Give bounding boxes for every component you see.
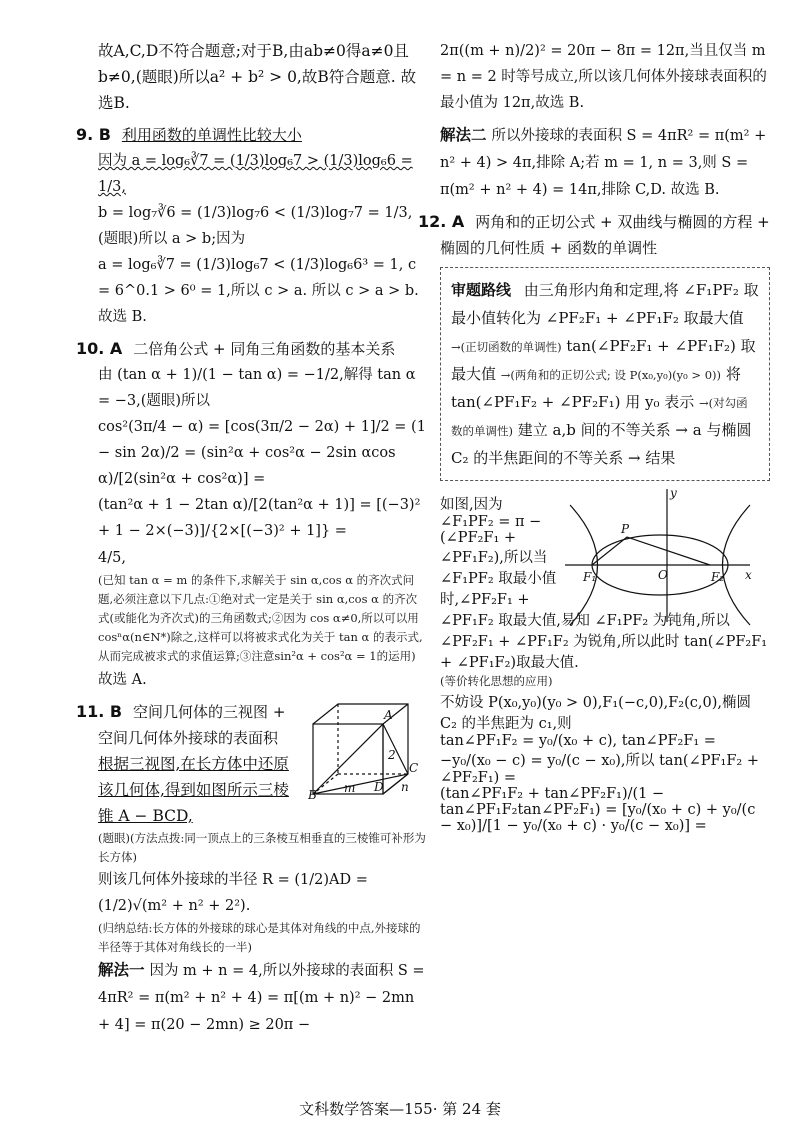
review-route-arrow-1: →(正切函数的单调性) xyxy=(451,340,562,354)
question-12-body xyxy=(440,487,770,834)
question-9-number: 9. B xyxy=(76,125,111,144)
review-route-title: 审题路线 xyxy=(451,281,512,299)
review-route-text-3: 将 tan(∠PF₁F₂ + ∠PF₂F₁) 用 y₀ 表示 xyxy=(451,365,741,411)
label-F2: F₂ xyxy=(711,570,725,584)
question-11-note2: (归纳总结:长方体的外接球的球心是其体对角线的中点,外接球的半径等于其体对角线长的一半) xyxy=(98,921,421,954)
question-12-note: (等价转化思想的应用) xyxy=(440,674,553,688)
cuboid-figure xyxy=(308,699,418,799)
label-O: O xyxy=(658,568,668,582)
question-12 xyxy=(418,209,770,261)
question-10-line3: (tan²α + 1 − 2tan α)/[2(tan²α + 1)] = [(−3)² + 1 − 2×(−3)]/{2×[(−3)² + 1]} = xyxy=(98,497,421,539)
label-D: D xyxy=(374,780,384,794)
review-route-arrow-3: →(对勾函数的单调性) xyxy=(451,396,748,438)
label-C: C xyxy=(409,761,418,775)
question-12-topic: 两角和的正切公式 + 双曲线与椭圆的方程 + 椭圆的几何性质 + 函数的单调性 xyxy=(440,213,770,257)
question-10-line4: 4/5, xyxy=(98,550,126,566)
review-route-arrow-2: →(两角和的正切公式; 设 P(x₀,y₀)(y₀ > 0)) xyxy=(500,368,722,382)
question-10-number: 10. A xyxy=(76,339,123,358)
left-column xyxy=(76,38,428,1044)
question-10-note: (已知 tan α = m 的条件下,求解关于 sin α,cos α 的齐次式问题,必须注意以下几点:①绝对式一定是关于 sin α,cos α 的齐次式(或能化为齐次式)的三角函数式;②因为 cos α≠0,所以可以用cosⁿα(n∈N*)除之,这样可以将被求式化为关于 tan α 的表示式,从而完成被求式的求值运算;③注意sin²α + cos²α = 1的运用) xyxy=(98,573,423,663)
question-10 xyxy=(76,336,428,693)
question-10-line1: 由 (tan α + 1)/(1 − tan α) = −1/2,解得 tan α = −3,(题眼)所以 xyxy=(98,367,416,409)
solution-2-text: 所以外接球的表面积 S = 4πR² = π(m² + n² + 4) > 4π,排除 A;若 m = 1, n = 3,则 S = π(m² + n² + 4) = 14π,排除 C,D. 故选 B. xyxy=(440,128,767,198)
question-9-topic: 利用函数的单调性比较大小 xyxy=(121,126,302,144)
question-9-line3: a = log₆∛7 = (1/3)log₆7 < (1/3)log₆6³ = 1, c = 6^0.1 > 6⁰ = 1,所以 c > a. 所以 c > a > b. 故选 B. xyxy=(98,257,419,325)
right-column xyxy=(418,38,770,834)
question-11-topic-2: 空间几何体外接球的表面积 xyxy=(98,729,279,747)
triangle-F1-P-F2 xyxy=(592,537,710,565)
label-F1: F₁ xyxy=(583,570,597,584)
question-11-topic-1: 空间几何体的三视图 + xyxy=(133,703,286,721)
question-11-note1: (题眼)(方法点拨:同一顶点上的三条棱互相垂直的三棱锥可补形为长方体) xyxy=(98,831,426,864)
review-route-text-1: 由三角形内角和定理,将 ∠F₁PF₂ 取最小值转化为 ∠PF₂F₁ + ∠PF₁F₂ 取最大值 xyxy=(451,281,759,327)
question-9-line1: 因为 a = log₆∛7 = (1/3)log₆7 > (1/3)log₆6 = 1/3, xyxy=(98,153,413,195)
label-m: m xyxy=(344,781,356,795)
question-11-number: 11. B xyxy=(76,702,123,721)
review-route-text-4: 建立 a,b 间的不等关系 → a 与椭圆 C₂ 的半焦距间的不等关系 → 结果 xyxy=(451,421,752,467)
label-x: x xyxy=(745,568,752,582)
question-9-line2: b = log₇∛6 = (1/3)log₇6 < (1/3)log₇7 = 1/3,(题眼)所以 a > b;因为 xyxy=(98,205,413,247)
edge-BC xyxy=(313,774,408,794)
ellipse-hyperbola-figure xyxy=(565,487,755,627)
page-footer: 文科数学答案—155· 第 24 套 xyxy=(299,1100,501,1118)
question-10-line2: cos²(3π/4 − α) = [cos(3π/2 − 2α) + 1]/2 = (1 − sin 2α)/2 = (sin²α + cos²α − 2sin αcos α)/[2(sin²α + cos²α)] = xyxy=(98,419,426,487)
left-intro-paragraph: 故A,C,D不符合题意;对于B,由ab≠0得a≠0且b≠0,(题眼)所以a² + b² > 0,故B符合题意. 故选B. xyxy=(98,42,417,112)
question-12-number: 12. A xyxy=(418,212,465,231)
question-12-line2: ∠PF₁F₂ 取最大值,易知 ∠F₁PF₂ 为钝角,所以 ∠PF₂F₁ + ∠PF₁F₂ 为锐角,所以此时 tan(∠PF₂F₁ + ∠PF₁F₂)取最大值. xyxy=(440,613,768,671)
label-n: n xyxy=(401,780,409,794)
solution-2-label: 解法二 xyxy=(440,126,487,144)
question-12-line5: (tan∠PF₁F₂ + tan∠PF₂F₁)/(1 − tan∠PF₁F₂tan∠PF₂F₁) = [y₀/(x₀ + c) + y₀/(c − x₀)]/[1 − y₀/(x₀ + c) · y₀/(c − x₀)] = xyxy=(440,786,756,834)
label-P: P xyxy=(621,522,630,536)
question-12-line3: 不妨设 P(x₀,y₀)(y₀ > 0),F₁(−c,0),F₂(c,0),椭圆 C₂ 的半焦距为 c₁,则 xyxy=(440,695,751,732)
question-10-end: 故选 A. xyxy=(98,672,147,688)
solution-1-text: 因为 m + n = 4,所以外接球的表面积 S = 4πR² = π(m² + n² + 4) = π[(m + n)² − 2mn + 4] = π(20 − 2mn) ≥ 20π − xyxy=(98,963,425,1033)
solution-1-label: 解法一 xyxy=(98,961,145,979)
question-11 xyxy=(76,699,428,1038)
label-A: A xyxy=(384,708,393,722)
review-route-text-2: tan(∠PF₂F₁ + ∠PF₁F₂) 取最大值 xyxy=(451,337,756,383)
question-11-line2: 则该几何体外接球的半径 R = (1/2)AD = (1/2)√(m² + n² + 2²). xyxy=(98,872,368,914)
question-10-topic: 二倍角公式 + 同角三角函数的基本关系 xyxy=(133,340,396,358)
question-12-line1: 如图,因为 ∠F₁PF₂ = π − (∠PF₂F₁ + ∠PF₁F₂),所以当 ∠F₁PF₂ 取最小值时,∠PF₂F₁ + xyxy=(440,497,557,608)
review-route-box xyxy=(440,267,770,481)
label-y: y xyxy=(670,487,677,500)
right-intro-paragraph: 2π((m + n)/2)² = 20π − 8π = 12π,当且仅当 m = n = 2 时等号成立,所以该几何体外接球表面积的最小值为 12π,故选 B. xyxy=(440,43,767,111)
label-B: B xyxy=(308,788,317,799)
label-2: 2 xyxy=(388,748,396,762)
question-11-line1: 根据三视图,在长方体中还原该几何体,得到如图所示三棱锥 A − BCD, xyxy=(98,755,289,825)
question-9 xyxy=(76,122,428,330)
question-12-line4: tan∠PF₁F₂ = y₀/(x₀ + c), tan∠PF₂F₁ = −y₀/(x₀ − c) = y₀/(c − x₀),所以 tan(∠PF₁F₂ + ∠PF₂F₁) = xyxy=(440,733,759,786)
